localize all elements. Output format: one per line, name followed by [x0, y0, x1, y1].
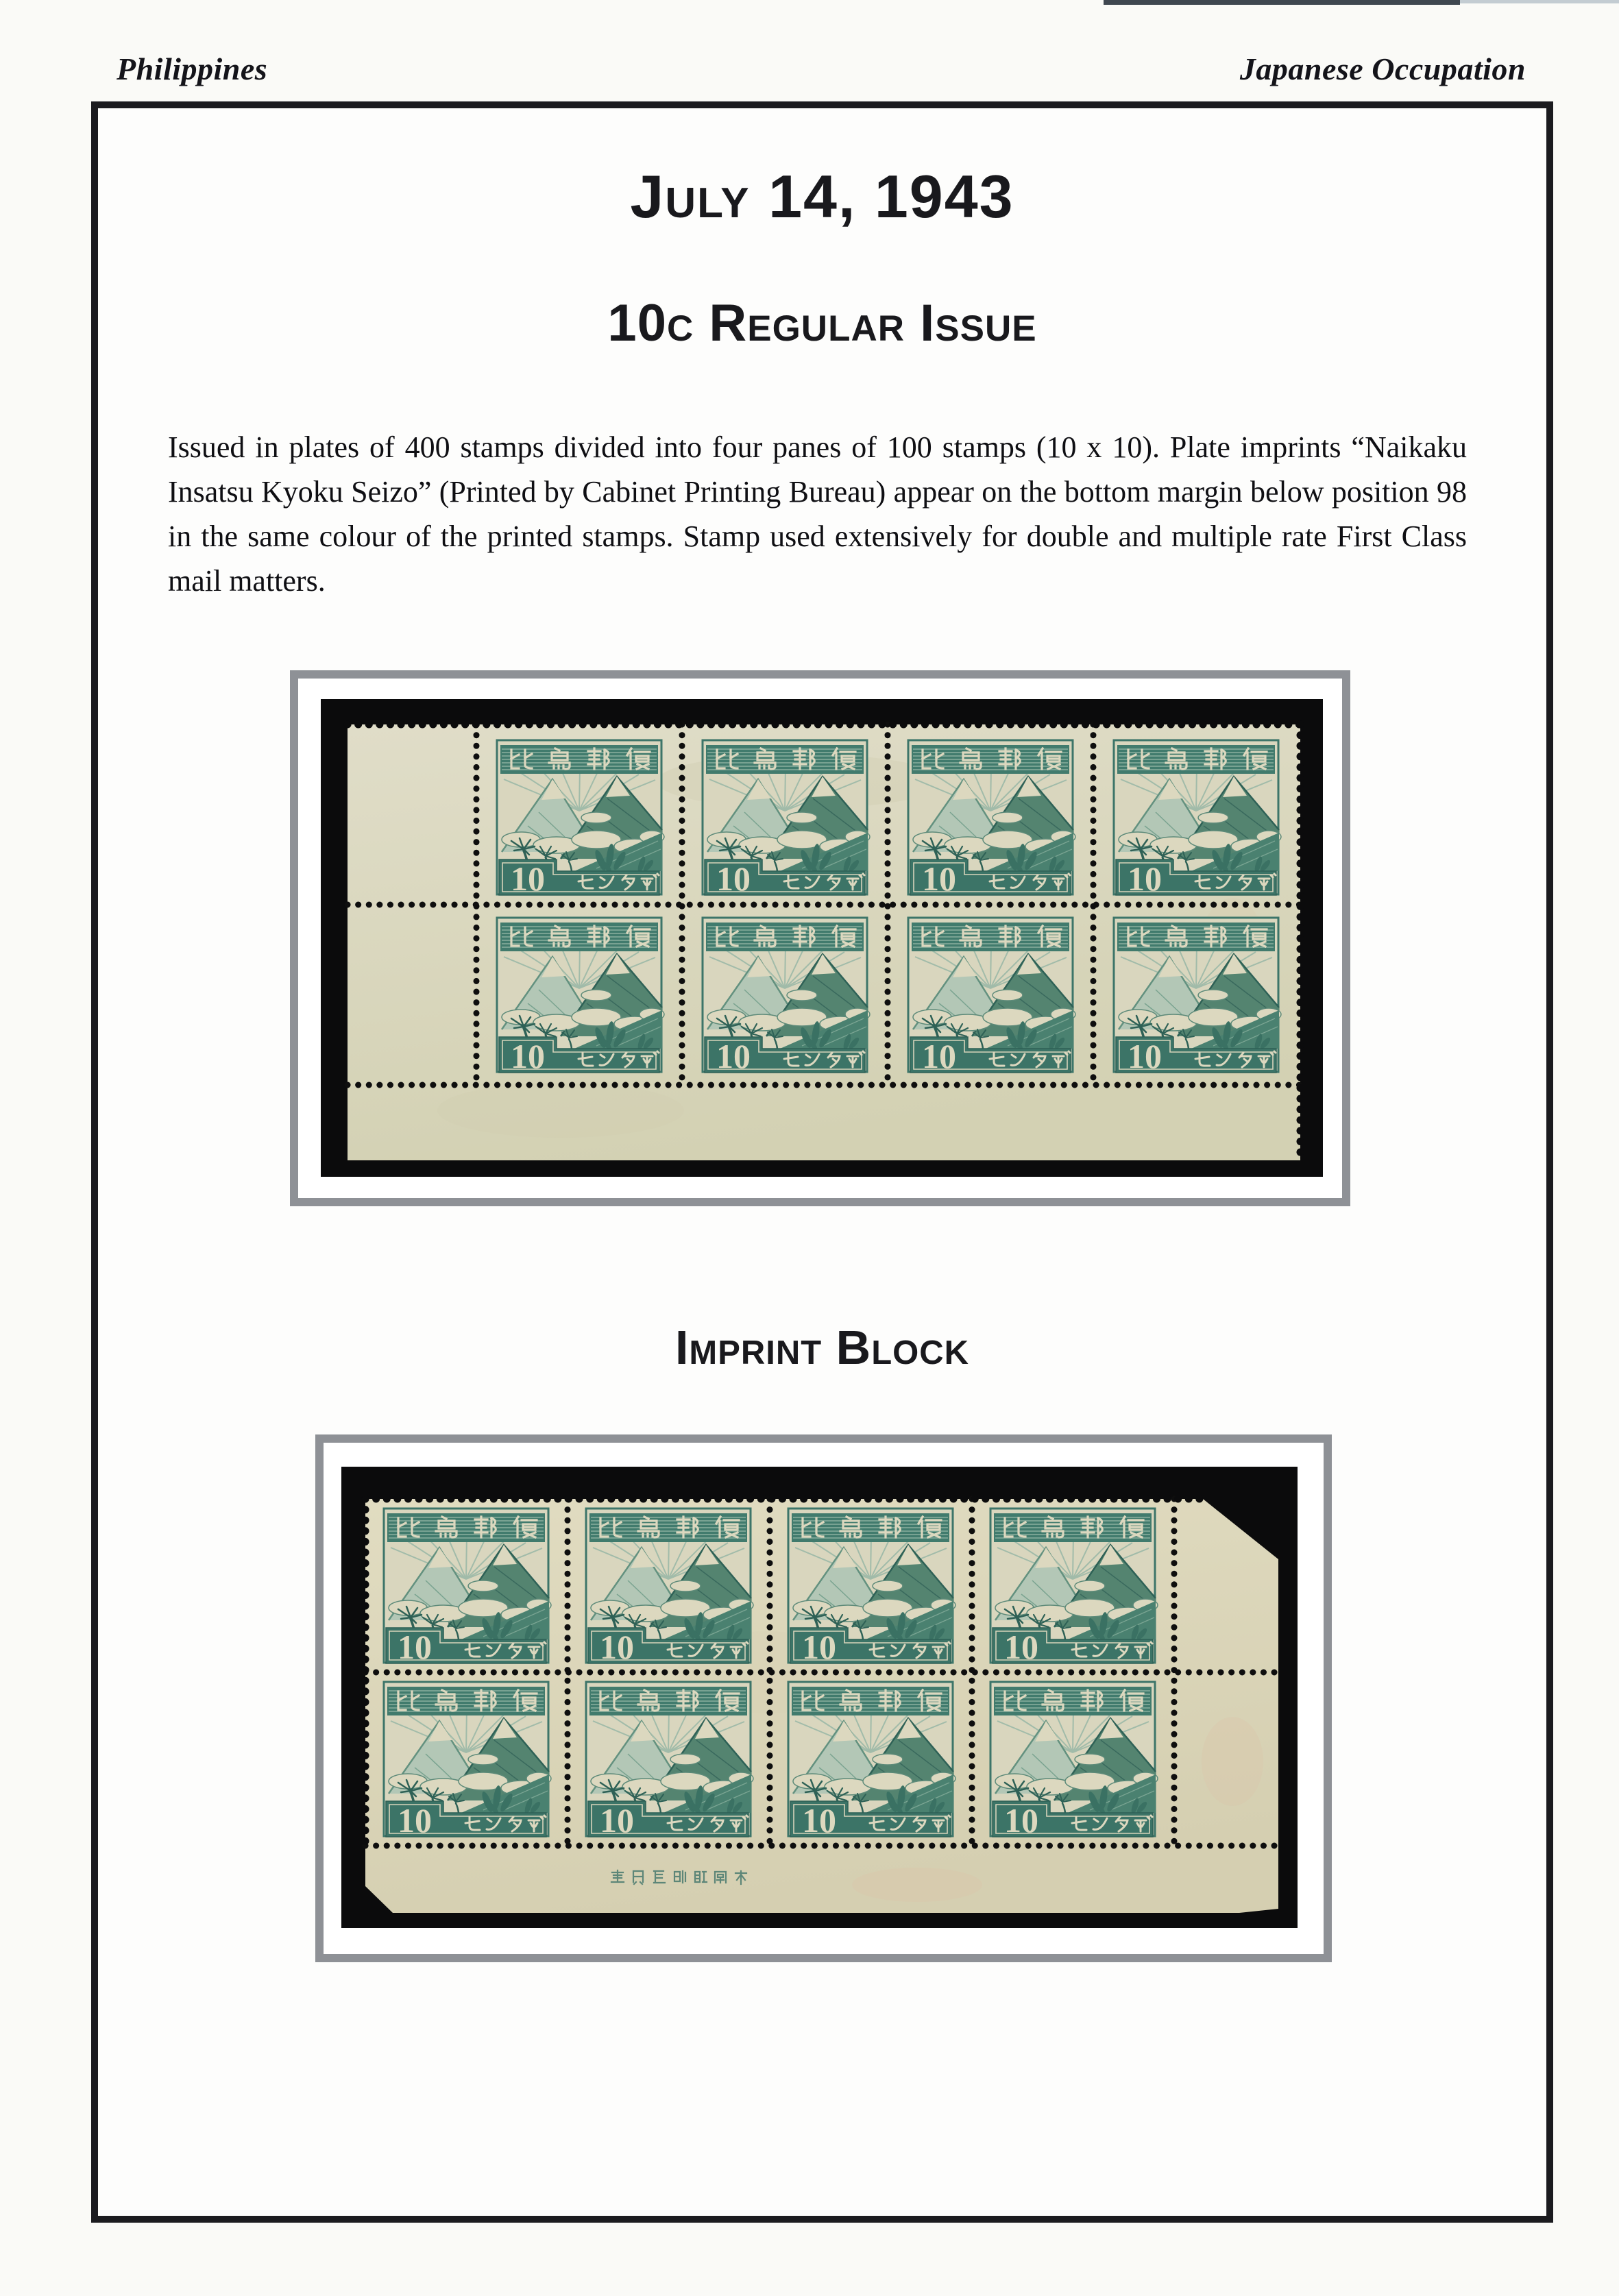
stamp	[908, 740, 1075, 898]
photo-frame-corner-margin-block	[290, 670, 1350, 1206]
stamp	[384, 1682, 551, 1840]
stamp	[788, 1682, 955, 1840]
stamp	[497, 740, 664, 898]
stamp-block-corner-margin-photo	[321, 699, 1323, 1177]
page-title: July 14, 1943	[630, 162, 1014, 230]
stamp	[703, 918, 870, 1075]
photo-frame-imprint-block	[315, 1434, 1332, 1962]
stamp	[703, 740, 870, 898]
stamp	[788, 1509, 955, 1666]
stamp-block-imprint-photo	[341, 1467, 1298, 1928]
stamp	[908, 918, 1075, 1075]
stamp	[990, 1682, 1158, 1840]
section-heading: Imprint Block	[674, 1321, 970, 1374]
stamp	[586, 1682, 753, 1840]
scanner-artifact-strip-light	[1460, 0, 1619, 3]
stamp	[1114, 918, 1281, 1075]
header-country: Philippines	[117, 51, 268, 86]
stamp	[497, 918, 664, 1075]
header-occupation: Japanese Occupation	[1239, 51, 1526, 86]
stamp	[586, 1509, 753, 1666]
description-paragraph: Issued in plates of 400 stamps divided into four panes of 100 stamps (10 x 10). Plate imprints “Naikaku Insatsu Kyoku Seizo” (Printed by Cabinet Printing Bureau) appear on the bottom margin below position 98 in the same colour of the printed stamps. Stamp used extensively for double and multiple rate First Class mail matters.	[168, 430, 1467, 598]
stamp	[1114, 740, 1281, 898]
stamp	[384, 1509, 551, 1666]
page-subtitle: 10c Regular Issue	[607, 294, 1037, 352]
stamp	[990, 1509, 1158, 1666]
scanner-artifact-strip	[1104, 0, 1460, 5]
